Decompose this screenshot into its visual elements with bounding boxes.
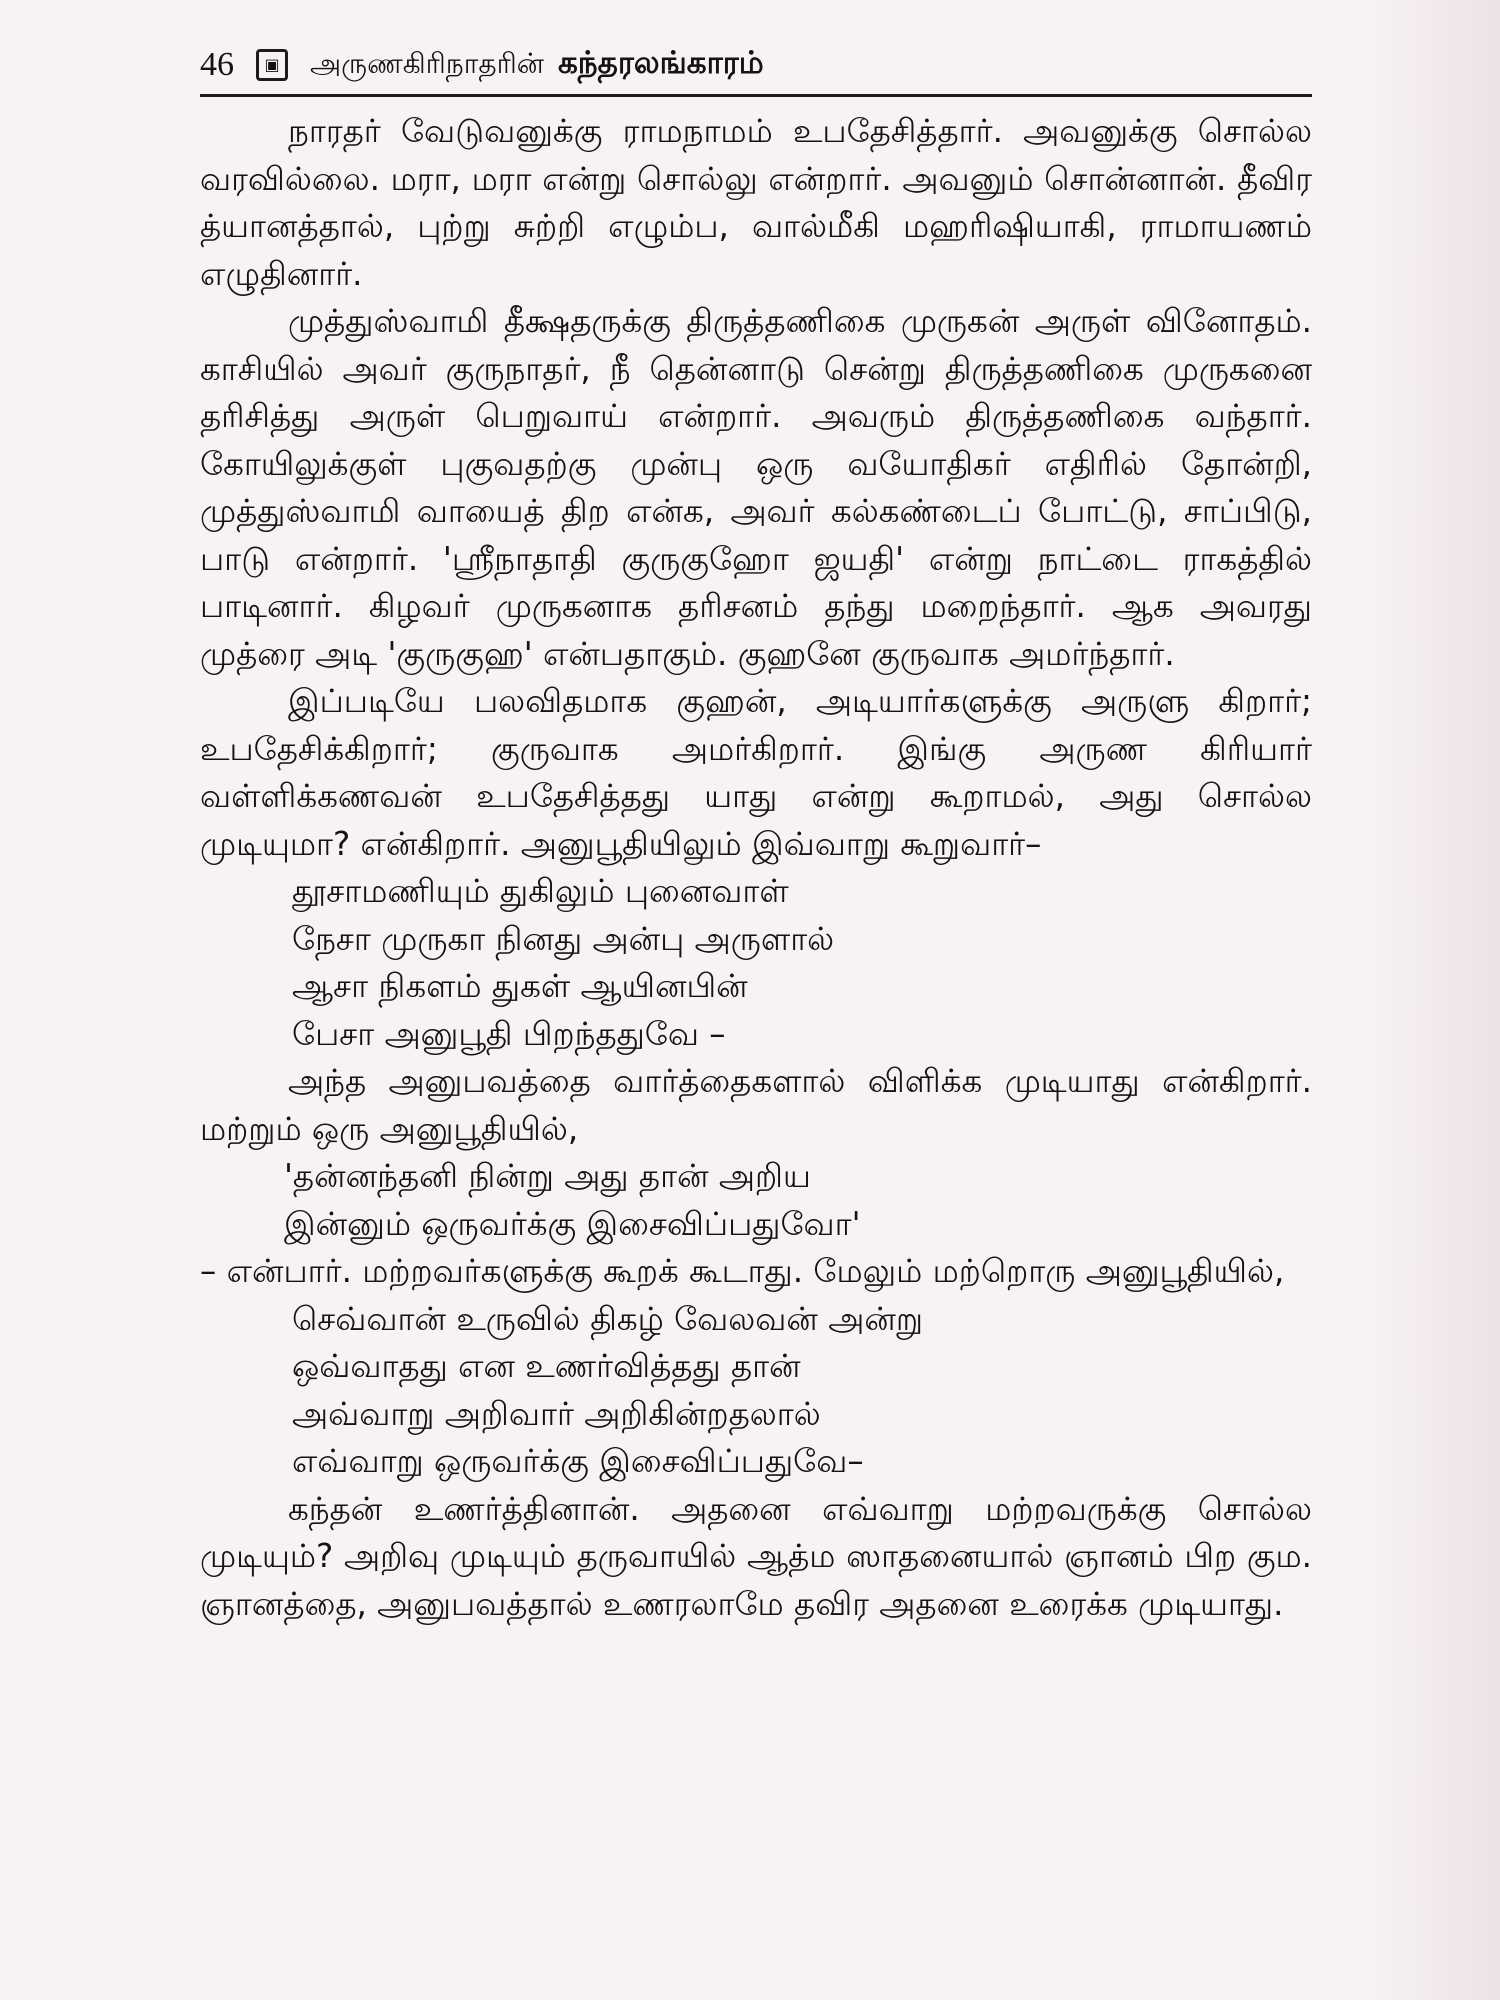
header-author: அருணகிரிநாதரின்: [310, 46, 544, 80]
page-edge-shadow: [1370, 0, 1500, 2000]
verse-line: ஒவ்வாதது என உணர்வித்தது தான்: [292, 1347, 801, 1385]
paragraph-5: – என்பார். மற்றவர்களுக்கு கூறக் கூடாது. மேலும் மற்றொரு அனுபூதியில்,: [200, 1252, 1285, 1290]
verse-block-2: [200, 1296, 1312, 1486]
header-title: கந்தரலங்காரம்: [557, 45, 764, 81]
paragraph-4: அந்த அனுபவத்தை வார்த்தைகளால் விளிக்க முடியாது என்கிறார். மற்றும் ஒரு அனுபூதியில்,: [200, 1062, 1312, 1148]
book-icon: ▣: [256, 49, 288, 81]
quote-line: இன்னும் ஒருவர்க்கு இசைவிப்பதுவோ': [284, 1204, 861, 1243]
verse-line: அவ்வாறு அறிவார் அறிகின்றதலால்: [292, 1394, 821, 1433]
quote-line: 'தன்னந்தனி நின்று அது தான் அறிய: [284, 1157, 811, 1195]
page-number: 46: [200, 46, 234, 83]
quote-block: [200, 1153, 1312, 1248]
verse-line: தூசாமணியும் துகிலும் புனைவாள்: [292, 872, 789, 910]
verse-line: நேசா முருகா நினது அன்பு அருளால்: [292, 919, 835, 958]
page-body: [200, 108, 1312, 1628]
verse-block-1: [200, 868, 1312, 1058]
verse-line: ஆசா நிகளம் துகள் ஆயினபின்: [292, 967, 748, 1005]
verse-line: செவ்வான் உருவில் திகழ் வேலவன் அன்று: [292, 1299, 924, 1338]
running-header: [200, 36, 1312, 97]
paragraph-1: நாரதர் வேடுவனுக்கு ராமநாமம் உபதேசித்தார். அவனுக்கு சொல்ல வரவில்லை. மரா, மரா என்று சொல்லு என்றார். அவனும் சொன்னான். தீவிர த்யானத்தால், புற்று சுற்றி எழும்ப, வால்மீகி மஹரிஷியாகி, ராமாயணம் எழுதினார்.: [200, 112, 1312, 293]
paragraph-3: இப்படியே பலவிதமாக குஹன், அடியார்களுக்கு அருளு கிறார்; உபதேசிக்கிறார்; குருவாக அமர்கிறார். இங்கு அருண கிரியார் வள்ளிக்கணவன் உபதேசித்தது யாது என்று கூறாமல், அது சொல்ல முடியுமா? என்கிறார். அனுபூதியிலும் இவ்வாறு கூறுவார்–: [200, 682, 1312, 863]
verse-line: பேசா அனுபூதி பிறந்ததுவே –: [292, 1014, 726, 1053]
paragraph-6: கந்தன் உணர்த்தினான். அதனை எவ்வாறு மற்றவருக்கு சொல்ல முடியும்? அறிவு முடியும் தருவாயில் ஆத்ம ஸாதனையால் ஞானம் பிற கும. ஞானத்தை, அனுபவத்தால் உணரலாமே தவிர அதனை உரைக்க முடியாது.: [200, 1489, 1312, 1623]
verse-line: எவ்வாறு ஒருவர்க்கு இசைவிப்பதுவே–: [292, 1442, 864, 1480]
paragraph-2: முத்துஸ்வாமி தீக்ஷதருக்கு திருத்தணிகை முருகன் அருள் வினோதம். காசியில் அவர் குருநாதர், நீ தென்னாடு சென்று திருத்தணிகை முருகனை தரிசித்து அருள் பெறுவாய் என்றார். அவரும் திருத்தணிகை வந்தார். கோயிலுக்குள் புகுவதற்கு முன்பு ஒரு வயோதிகர் எதிரில் தோன்றி, முத்துஸ்வாமி வாயைத் திற என்க, அவர் கல்கண்டைப் போட்டு, சாப்பிடு, பாடு என்றார். 'ஸ்ரீநாதாதி குருகுஹோ ஜயதி' என்று நாட்டை ராகத்தில் பாடினார். கிழவர் முருகனாக தரிசனம் தந்து மறைந்தார். ஆக அவரது முத்ரை அடி 'குருகுஹ' என்பதாகும். குஹனே குருவாக அமர்ந்தார்.: [200, 302, 1312, 673]
